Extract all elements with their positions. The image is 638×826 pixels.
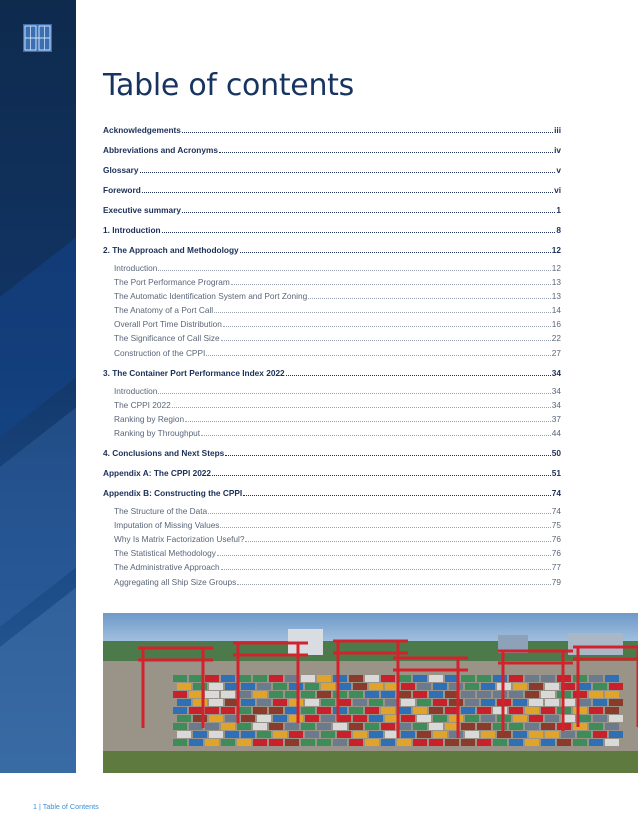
port-logo-icon bbox=[23, 24, 52, 52]
toc-leader-dots bbox=[231, 276, 551, 285]
toc-subentry[interactable] bbox=[103, 317, 561, 331]
toc-entry-label: Abbreviations and Acronyms bbox=[103, 145, 218, 155]
toc-leader-dots bbox=[220, 519, 550, 528]
toc-entry-label: The Port Performance Program bbox=[114, 277, 230, 288]
toc-entry[interactable] bbox=[103, 243, 561, 261]
toc-entry-label: The Anatomy of a Port Call bbox=[114, 305, 214, 316]
toc-entry-label: The Structure of the Data bbox=[114, 506, 208, 517]
toc-entry-page: 1 bbox=[556, 205, 561, 215]
toc-leader-dots bbox=[223, 318, 551, 327]
toc-subentry[interactable] bbox=[103, 546, 561, 560]
toc-entry-label: Appendix A: The CPPI 2022 bbox=[103, 468, 212, 479]
toc-leader-dots bbox=[243, 487, 551, 496]
toc-leader-dots bbox=[219, 144, 553, 153]
toc-entry-label: 1. Introduction bbox=[103, 225, 161, 235]
toc-entry[interactable] bbox=[103, 143, 561, 163]
toc-entry-label: Foreword bbox=[103, 185, 141, 195]
toc-leader-dots bbox=[158, 262, 550, 271]
toc-leader-dots bbox=[182, 124, 553, 133]
toc-leader-dots bbox=[182, 204, 555, 213]
toc-entry-page: iii bbox=[554, 125, 561, 135]
footer-page-number: 1 bbox=[33, 802, 37, 811]
toc-leader-dots bbox=[140, 164, 556, 173]
toc-entry-page: 75 bbox=[551, 520, 561, 531]
page-footer bbox=[33, 802, 99, 811]
toc-entry[interactable] bbox=[103, 223, 561, 243]
toc-entry-page: 34 bbox=[551, 385, 561, 396]
toc-leader-dots bbox=[308, 290, 551, 299]
toc-leader-dots bbox=[206, 347, 550, 356]
toc-subentry[interactable] bbox=[103, 275, 561, 289]
toc-entry[interactable] bbox=[103, 486, 561, 504]
toc-entry-page: 27 bbox=[551, 347, 561, 358]
toc-leader-dots bbox=[240, 244, 551, 253]
toc-entry-label: The Administrative Approach bbox=[114, 562, 220, 573]
toc-entry-page: 12 bbox=[551, 245, 561, 255]
toc-entry-page: 13 bbox=[551, 291, 561, 302]
toc-entry-label: Imputation of Missing Values bbox=[114, 520, 220, 531]
toc-subentry[interactable] bbox=[103, 289, 561, 303]
toc-entry-label: The Statistical Methodology bbox=[114, 548, 216, 559]
toc-leader-dots bbox=[221, 332, 551, 341]
toc-subentry[interactable] bbox=[103, 412, 561, 426]
toc-entry-label: Introduction bbox=[114, 263, 158, 273]
toc-entry-page: 76 bbox=[551, 534, 561, 545]
toc-leader-dots bbox=[172, 399, 551, 408]
toc-entry-label: Why Is Matrix Factorization Useful? bbox=[114, 534, 245, 545]
toc-entry-label: The Significance of Call Size bbox=[114, 333, 220, 344]
toc-leader-dots bbox=[185, 413, 551, 422]
toc-entry-page: 34 bbox=[551, 399, 561, 410]
container-port-photo bbox=[103, 613, 638, 773]
toc-subentry[interactable] bbox=[103, 261, 561, 275]
toc-subentry[interactable] bbox=[103, 398, 561, 412]
toc-entry-page: 22 bbox=[551, 333, 561, 344]
toc-subentry[interactable] bbox=[103, 532, 561, 546]
toc-leader-dots bbox=[201, 427, 551, 436]
toc-leader-dots bbox=[217, 547, 551, 556]
toc-entry-label: Acknowledgements bbox=[103, 125, 181, 135]
toc-leader-dots bbox=[142, 184, 553, 193]
toc-entry-label: 2. The Approach and Methodology bbox=[103, 245, 239, 255]
toc-entry-label: 3. The Container Port Performance Index 2022 bbox=[103, 367, 285, 378]
toc-leader-dots bbox=[225, 447, 551, 456]
toc-entry-page: 76 bbox=[551, 548, 561, 559]
toc-entry-page: 77 bbox=[551, 562, 561, 573]
toc-entry-page: 50 bbox=[551, 448, 561, 459]
toc-entry-page: 34 bbox=[551, 367, 561, 378]
toc-entry-label: Construction of the CPPI bbox=[114, 347, 206, 358]
toc-leader-dots bbox=[214, 304, 551, 313]
toc-entry-page: 16 bbox=[551, 319, 561, 330]
toc-leader-dots bbox=[286, 367, 551, 376]
toc-subentry[interactable] bbox=[103, 346, 561, 360]
toc-entry-label: Ranking by Throughput bbox=[114, 427, 201, 438]
toc-subentry[interactable] bbox=[103, 426, 561, 440]
table-of-contents bbox=[103, 123, 561, 589]
toc-entry-page: 37 bbox=[551, 413, 561, 424]
toc-entry-page: 12 bbox=[551, 263, 561, 273]
toc-subentry[interactable] bbox=[103, 384, 561, 398]
toc-subentry[interactable] bbox=[103, 560, 561, 574]
toc-entry-label: Aggregating all Ship Size Groups bbox=[114, 576, 237, 587]
toc-entry[interactable] bbox=[103, 366, 561, 384]
toc-subentry[interactable] bbox=[103, 518, 561, 532]
toc-entry-label: Appendix B: Constructing the CPPI bbox=[103, 488, 243, 499]
toc-entry-label: The CPPI 2022 bbox=[114, 399, 171, 410]
toc-subentry[interactable] bbox=[103, 303, 561, 317]
toc-entry-page: 13 bbox=[551, 277, 561, 288]
toc-entry[interactable] bbox=[103, 466, 561, 486]
footer-section-label: Table of Contents bbox=[42, 802, 99, 811]
toc-entry-label: Glossary bbox=[103, 165, 139, 175]
toc-entry-page: 79 bbox=[551, 576, 561, 587]
toc-entry-label: 4. Conclusions and Next Steps bbox=[103, 448, 225, 459]
toc-entry-page: iv bbox=[554, 145, 561, 155]
toc-entry-page: 74 bbox=[551, 506, 561, 517]
toc-subentry[interactable] bbox=[103, 331, 561, 345]
toc-leader-dots bbox=[162, 224, 556, 233]
toc-entry-page: v bbox=[556, 165, 561, 175]
toc-entry[interactable] bbox=[103, 446, 561, 466]
toc-entry-page: 44 bbox=[551, 427, 561, 438]
toc-entry-label: Overall Port Time Distribution bbox=[114, 319, 222, 330]
toc-entry-page: 8 bbox=[556, 225, 561, 235]
toc-leader-dots bbox=[208, 505, 551, 514]
toc-entry-page: 74 bbox=[551, 488, 561, 499]
toc-leader-dots bbox=[245, 533, 550, 542]
toc-entry-page: 14 bbox=[551, 305, 561, 316]
toc-leader-dots bbox=[221, 561, 551, 570]
toc-entry[interactable] bbox=[103, 123, 561, 143]
toc-entry[interactable] bbox=[103, 183, 561, 203]
toc-entry-label: Executive summary bbox=[103, 205, 181, 215]
page-title: Table of contents bbox=[103, 68, 354, 103]
toc-entry-label: Introduction bbox=[114, 385, 158, 396]
toc-leader-dots bbox=[158, 385, 550, 394]
side-decorative-panel bbox=[0, 0, 76, 773]
toc-entry-page: 51 bbox=[551, 468, 561, 479]
toc-subentry[interactable] bbox=[103, 575, 561, 589]
toc-leader-dots bbox=[237, 576, 551, 585]
toc-leader-dots bbox=[212, 467, 551, 476]
toc-entry[interactable] bbox=[103, 163, 561, 183]
toc-subentry[interactable] bbox=[103, 504, 561, 518]
toc-entry-label: Ranking by Region bbox=[114, 413, 185, 424]
toc-entry-page: vi bbox=[554, 185, 561, 195]
footer-separator: | bbox=[39, 802, 41, 811]
toc-entry-label: The Automatic Identification System and Port Zoning bbox=[114, 291, 308, 302]
toc-entry[interactable] bbox=[103, 203, 561, 223]
